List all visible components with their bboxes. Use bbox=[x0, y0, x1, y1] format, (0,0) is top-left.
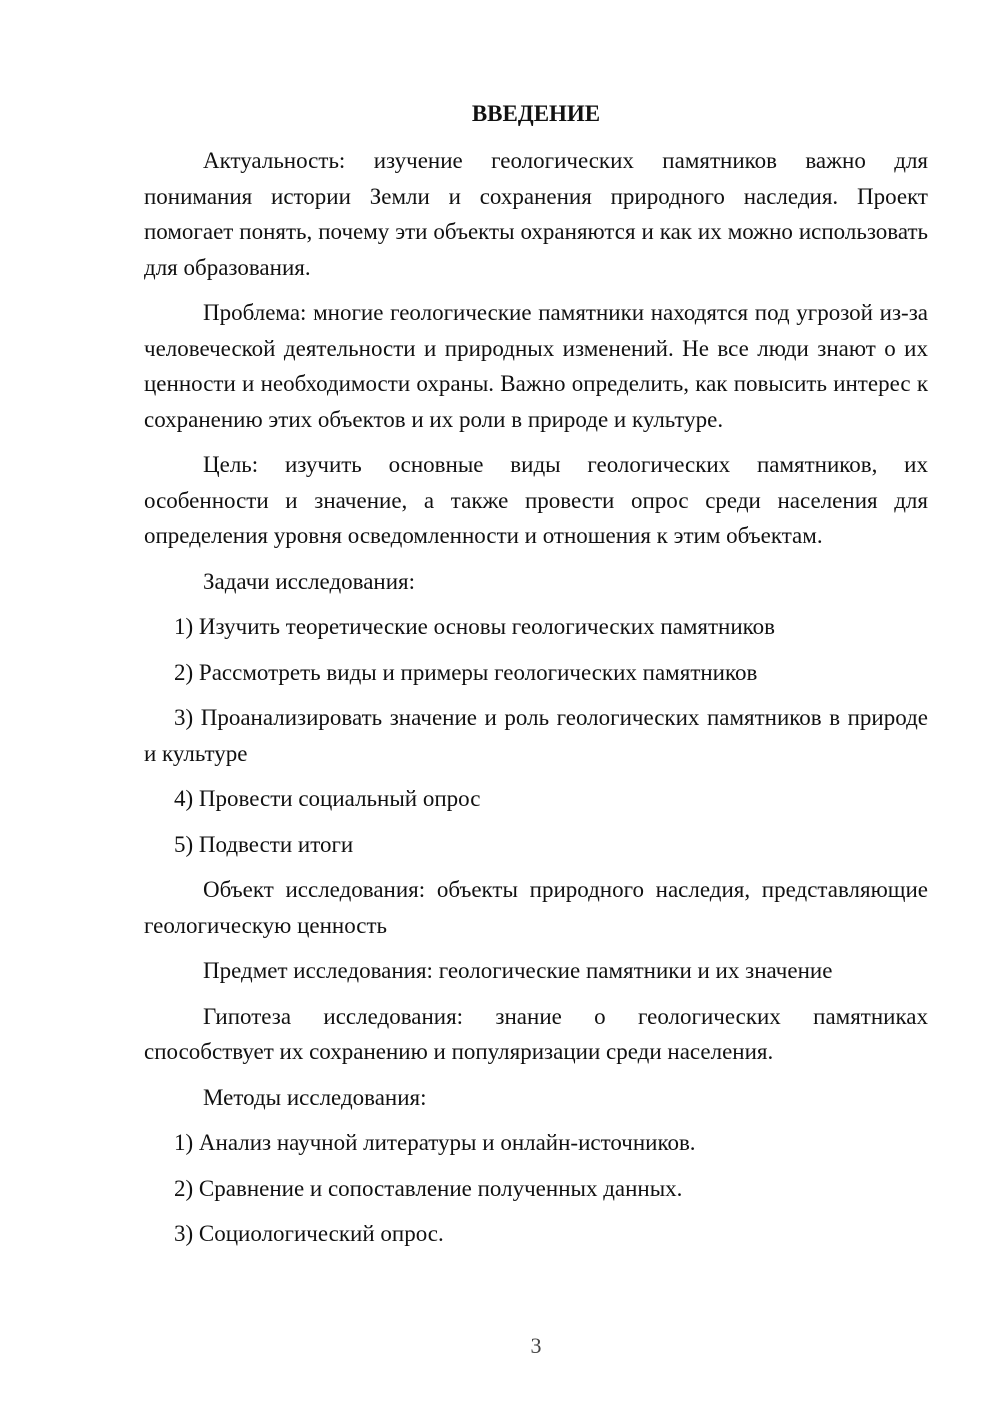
goal-paragraph: Цель: изучить основные виды геологических памятников, их особенности и значение, а также провести опрос среди населения для определения уровня осведомленности и отношения к этим объектам. bbox=[144, 452, 928, 548]
document-page bbox=[144, 96, 928, 1262]
method-item: 3) Социологический опрос. bbox=[174, 1221, 444, 1246]
page-number: 3 bbox=[530, 1333, 542, 1358]
hypothesis-paragraph: Гипотеза исследования: знание о геологических памятниках способствует их сохранению и популяризации среди населения. bbox=[144, 1003, 928, 1064]
subject-paragraph: Предмет исследования: геологические памятники и их значение bbox=[203, 958, 833, 983]
object-paragraph: Объект исследования: объекты природного наследия, представляющие геологическую ценность bbox=[144, 877, 928, 938]
task-item: 3) Проанализировать значение и роль геологических памятников в природе и культуре bbox=[144, 705, 928, 766]
problem-paragraph: Проблема: многие геологические памятники находятся под угрозой из-за человеческой деятельности и природных изменений. Не все люди знают о их ценности и необходимости охраны. Важно определить, как повысить интерес к сохранению этих объектов и их роли в природе и культуре. bbox=[144, 300, 928, 432]
method-item: 2) Сравнение и сопоставление полученных данных. bbox=[174, 1175, 683, 1201]
methods-heading: Методы исследования: bbox=[203, 1084, 427, 1110]
task-item: 1) Изучить теоретические основы геологических памятников bbox=[174, 614, 775, 639]
tasks-heading: Задачи исследования: bbox=[203, 568, 416, 594]
task-item: 4) Провести социальный опрос bbox=[174, 786, 481, 811]
relevance-paragraph: Актуальность: изучение геологических памятников важно для понимания истории Земли и сохранения природного наследия. Проект помогает понять, почему эти объекты охраняются и как их можно использовать для образования. bbox=[144, 148, 928, 280]
task-item: 5) Подвести итоги bbox=[174, 831, 354, 857]
task-item: 2) Рассмотреть виды и примеры геологических памятников bbox=[174, 659, 758, 685]
method-item: 1) Анализ научной литературы и онлайн-источников. bbox=[174, 1130, 696, 1155]
section-title: ВВЕДЕНИЕ bbox=[471, 101, 601, 126]
